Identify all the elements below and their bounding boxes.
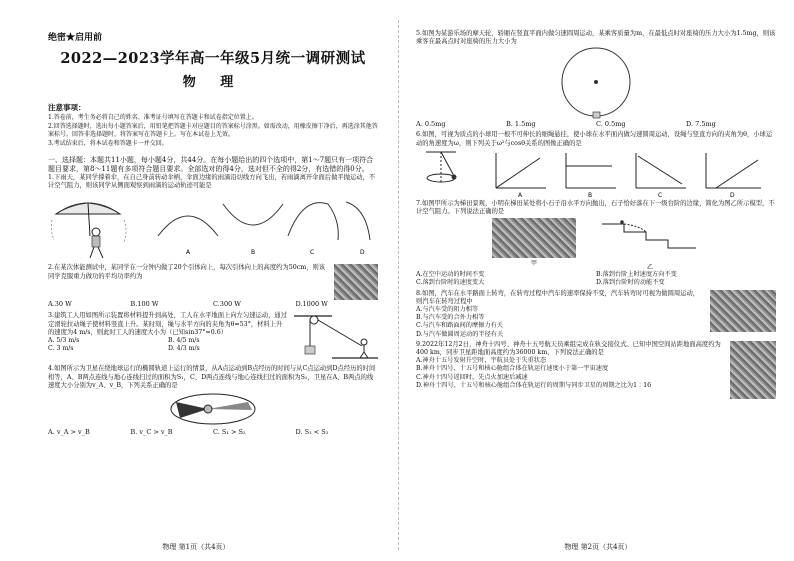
page-1	[0, 0, 392, 561]
label-c: C	[310, 249, 315, 257]
q5-option-b: B. 1.5mg	[506, 120, 536, 129]
question-7: 7.如图甲所示为梯田景观，小明在梯田某处将小石子沿水平方向抛出，石子恰好落在下一级台阶的边缘，简化为图乙所示模型，不计空气阻力。下列说法正确的是	[416, 199, 775, 216]
exam-title: 2022—2023学年高一年级5月统一调研测试	[60, 50, 366, 67]
q9-option-a: A.神舟十五号发射升空时，宇航员处于失重状态	[416, 357, 547, 365]
rocket-launch-photo	[730, 341, 776, 399]
q9-option-d: D.神舟十四号、十五号和核心舱组合体在轨运行的周期与同步卫星的周期之比为1∶16	[416, 381, 652, 389]
note-item: 1.答卷前，考生务必将自己的姓名、准考证号填写在答题卡和试卷指定位置上。	[48, 114, 258, 121]
note-item: 2.回答选择题时，选出每小题答案后，用铅笔把答题卡对应题目的答案标号涂黑。如需改动，用橡皮擦干净后，再选涂其他答案标号。回答非选择题时，将答案写在答题卡上。写在本试卷上无效。	[48, 122, 378, 138]
q2-option-d: D.1000 W	[295, 300, 328, 309]
graph-d	[706, 153, 761, 198]
page-2	[402, 0, 794, 561]
orbit-figure	[168, 390, 258, 428]
section-one-heading: 一、选择题：本题共11小题，每小题4分，共44分。在每小题给出的四个选项中，第1～7题只有一项符合题目要求，第8～11题有多项符合题目要求。全部选对的得4分，选对但不全的得2分，有选错的得0分。	[48, 156, 374, 173]
q4-option-a: A. v_A > v_B	[48, 428, 90, 437]
question-2: 2.在某次体能测试中，某同学在一分钟内做了20个引体向上，每次引体向上的高度约为50cm，则该同学克服重力做功的平均功率约为	[48, 264, 326, 280]
q7-option-d: D.落到台阶时的动能不变	[596, 279, 665, 287]
ferris-wheel-figure	[551, 46, 641, 120]
trajectory-d	[346, 202, 370, 240]
cabin-icon	[593, 112, 600, 118]
caption-jia: 甲	[530, 260, 537, 268]
page-divider	[398, 20, 399, 550]
q8-option-b: B.与汽车受的合外力相等	[416, 314, 485, 322]
label-d: D	[360, 249, 365, 257]
q3-options	[48, 337, 288, 353]
pulley-figure	[292, 312, 378, 362]
trajectory-c	[288, 203, 338, 240]
graph-c	[636, 153, 686, 198]
q7-option-b: B.落到台阶上时速度方向不变	[596, 271, 677, 279]
conical-pendulum	[426, 152, 457, 182]
svg-text:A: A	[518, 191, 523, 198]
q2-option-b: B.100 W	[130, 300, 159, 309]
q3-option-a: A. 5/3 m/s	[48, 337, 80, 345]
svg-text:C: C	[658, 191, 663, 198]
sweep-area-2	[208, 402, 252, 410]
question-5: 5.如图为某游乐场的摩天轮，轿厢在竖直平面内做匀速圆周运动，某乘客质量为m，在最低点时对座椅的压力大小为1.5mg，则该乘客在最高点时对座椅的压力大小为	[416, 30, 776, 46]
q6-figure	[416, 148, 776, 198]
q9-option-b: B.神舟十四号、十五号和核心舱组合体在轨运行速度小于第一宇宙速度	[416, 365, 609, 373]
page-2-footer: 物理 第2页（共4页）	[564, 543, 632, 551]
question-8: 8.如图，汽车在水平路面上转弯，在转弯过程中汽车的速率保持不变，汽车转弯时可视为做圆周运动，则汽车在转弯过程中	[416, 289, 700, 305]
q5-option-d: D. 7.5mg	[686, 120, 716, 129]
q4-option-c: C. S₁ > S₂	[213, 428, 246, 437]
q3-option-c: C. 3 m/s	[48, 345, 74, 353]
graph-b	[566, 153, 616, 198]
svg-text:B: B	[588, 191, 593, 198]
q2-option-a: A.30 W	[48, 300, 72, 309]
question-4: 4.如图所示为卫星在绕地球运行的椭圆轨道上运行的情景，从A点运动到B点经历的时间与从C点运动到D点经历的时间相等，A、B两点连线与地心连线扫过的面积为S₁，C、D两点连线与地心连线扫过的面积为S₂，卫星在A、B两点的线速度大小分别为v_A、v_B，下列关系正确的是	[48, 365, 376, 389]
q8-option-a: A.与汽车受的阻力相等	[416, 306, 479, 314]
subject-title: 物 理	[182, 75, 244, 90]
q9-option-c: C.神舟十四号返回时，先点火加速后减速	[416, 373, 528, 381]
q4-option-b: B. v_C > v_B	[130, 428, 173, 437]
umbrella-boy-illustration	[51, 203, 126, 258]
terrace-model-figure	[600, 218, 700, 258]
material-block	[305, 346, 315, 354]
page-1-footer: 物理 第1页（共4页）	[162, 543, 230, 551]
q8-option-c: C.与汽车和路面间的摩擦力有关	[416, 322, 503, 330]
q8-options	[416, 306, 704, 339]
q3-option-d: D. 4/3 m/s	[168, 345, 200, 353]
q7-option-c: C.落到台阶时的速度变大	[416, 279, 485, 287]
label-a: A	[186, 249, 191, 257]
car-turning-photo	[710, 290, 776, 332]
notes-heading: 注意事项：	[48, 103, 86, 112]
q5-option-a: A. 0.5mg	[416, 120, 446, 129]
q8-option-d: D.与汽车做圆周运动的半径有关	[416, 330, 504, 338]
q4-option-d: D. S₁ < S₂	[295, 428, 329, 437]
notes-list	[48, 114, 378, 148]
q2-options	[48, 300, 378, 309]
question-3: 3.建筑工人用如图所示装置将材料提升到高处，工人在水平地面上向左匀速运动，通过定滑轮拉动绳子使材料竖直上升。某时刻，绳与水平方向的夹角为θ=53°，材料上升的速度为4 m/s，则此时工人的速度大小为（已知sin37°=0.6）	[48, 312, 287, 336]
q2-option-c: C.300 W	[213, 300, 241, 309]
trajectory-a	[158, 216, 218, 236]
question-9: 9.2022年12月2日，神舟十四号、神舟十五号航天员乘组完成在轨交接仪式。已知中国空间站距地面高度约为400 km，同步卫星距地面高度约为36000 km，下列说法正确的是	[416, 340, 721, 357]
q5-option-c: C. 0.5mg	[596, 120, 626, 129]
question-1: 1.下雨天，某同学撑着伞，在自己身前转动伞柄，伞面边缘的雨滴沿切线方向飞出，若雨滴离开伞面后做平抛运动，不计空气阻力，则该同学从侧面观察到雨滴的运动轨迹可能是	[48, 174, 376, 190]
q7-option-a: A.在空中运动的时间不变	[416, 271, 485, 279]
q5-options	[416, 120, 776, 129]
worker-figure	[361, 339, 367, 345]
q3-option-b: B. 4/5 m/s	[168, 337, 200, 345]
trajectory-b	[223, 204, 283, 225]
terrace-photo	[492, 218, 576, 258]
question-6: 6.如图，可视为质点的小球用一根不可伸长的细绳悬挂，使小球在水平面内做匀速圆周运动，设绳与竖直方向的夹角为θ，小球运动的角速度为ω，则下列关于ω²与cosθ关系的图像正确的是	[416, 131, 773, 147]
confidential-tag: 绝密★启用前	[48, 33, 103, 43]
sweep-area-1	[176, 402, 208, 418]
caption-yi: 乙	[646, 264, 653, 272]
svg-text:D: D	[730, 191, 735, 198]
graph-a	[496, 153, 546, 198]
q1-figure	[48, 190, 378, 262]
earth-icon	[204, 405, 212, 413]
note-item: 3.考试结束后，将本试卷和答题卡一并交回。	[48, 139, 168, 147]
label-b: B	[251, 249, 256, 257]
pull-up-photo	[334, 264, 378, 300]
q4-options	[48, 428, 378, 437]
q7-options	[416, 271, 776, 287]
q9-options	[416, 357, 724, 390]
